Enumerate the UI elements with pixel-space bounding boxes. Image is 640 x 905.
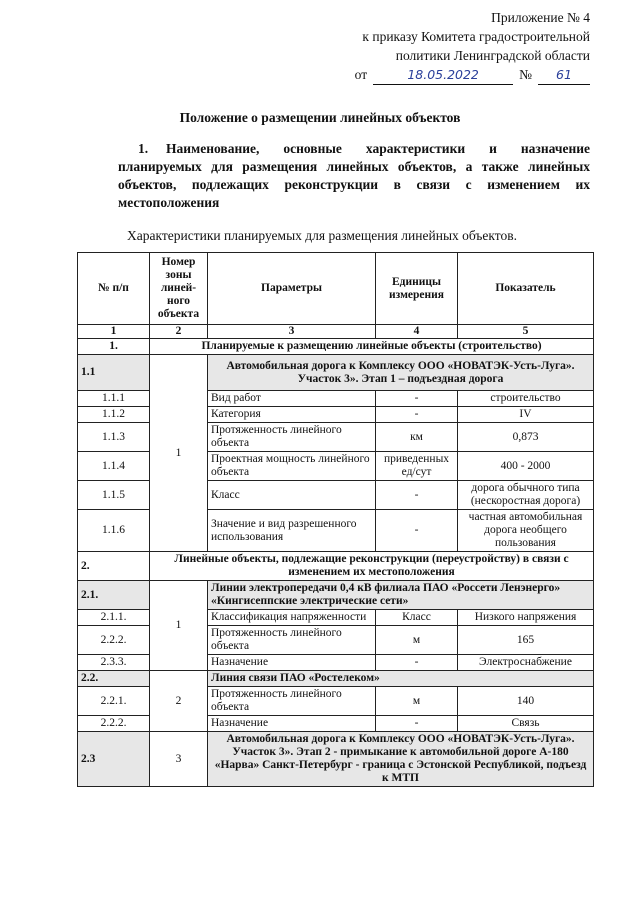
row-unit: Класс [376, 610, 458, 626]
group-row [78, 732, 594, 787]
group-title: Линия связи ПАО «Ростелеком» [208, 671, 594, 687]
group-title: Автомобильная дорога к Комплексу ООО «НОВАТЭК-Усть-Луга». Участок 3». Этап 1 – подъездная дорога [208, 355, 594, 391]
row-num: 2.1.1. [78, 610, 150, 626]
col-number: 3 [208, 325, 376, 339]
section-row [78, 339, 594, 355]
row-param: Категория [208, 407, 376, 423]
row-value: 140 [458, 687, 594, 716]
order-number: 61 [538, 65, 590, 85]
row-unit: км [376, 423, 458, 452]
row-num: 2.2.2. [78, 716, 150, 732]
header-num: № п/п [78, 253, 150, 325]
row-param: Протяженность линейного объекта [208, 687, 376, 716]
row-num: 1.1.3 [78, 423, 150, 452]
zone-cell: 1 [150, 355, 208, 552]
row-param: Вид работ [208, 391, 376, 407]
group-num: 1.1 [78, 355, 150, 391]
row-value: IV [458, 407, 594, 423]
section-text: Наименование, основные характеристики и назначение планируемых для размещения линейных объектов, а также линейных объектов, подлежащих реконструкции в связи с изменением их местоположения [118, 141, 590, 210]
row-param: Назначение [208, 655, 376, 671]
row-unit: - [376, 391, 458, 407]
row-param: Протяженность линейного объекта [208, 423, 376, 452]
row-unit: - [376, 716, 458, 732]
row-num: 1.1.6 [78, 510, 150, 552]
group-title: Автомобильная дорога к Комплексу ООО «НОВАТЭК-Усть-Луга». Участок 3». Этап 2 - примыкание к автомобильной дороге А-180 «Нарва» Санкт-Петербург - граница с Эстонской Республикой, подъезд к МТП [208, 732, 594, 787]
section-title: Планируемые к размещению линейные объекты (строительство) [150, 339, 594, 355]
order-date-number [355, 65, 590, 85]
row-num: 2.2.1. [78, 687, 150, 716]
order-reference: к приказу Комитета градостроительной [362, 29, 590, 44]
section-number: 1. [138, 141, 149, 156]
characteristics-table [77, 252, 594, 787]
section-title: Линейные объекты, подлежащие реконструкции (переустройству) в связи с изменением их местоположения [150, 552, 594, 581]
row-value: строительство [458, 391, 594, 407]
section-num: 2. [78, 552, 150, 581]
group-row [78, 581, 594, 610]
row-param: Классификация напряженности [208, 610, 376, 626]
table-header-row [78, 253, 594, 325]
row-param: Класс [208, 481, 376, 510]
row-value: Электроснабжение [458, 655, 594, 671]
header-zone: Номер зоны линей-ного объекта [150, 253, 208, 325]
header-params: Параметры [208, 253, 376, 325]
row-unit: м [376, 687, 458, 716]
group-num: 2.2. [78, 671, 150, 687]
col-number: 4 [376, 325, 458, 339]
row-value: Связь [458, 716, 594, 732]
order-date: 18.05.2022 [373, 65, 513, 85]
row-value: 400 - 2000 [458, 452, 594, 481]
row-value: 165 [458, 626, 594, 655]
zone-cell: 1 [150, 581, 208, 671]
row-param: Значение и вид разрешенного использования [208, 510, 376, 552]
row-num: 1.1.1 [78, 391, 150, 407]
row-value: частная автомобильная дорога необщего пользования [458, 510, 594, 552]
row-num: 1.1.4 [78, 452, 150, 481]
row-num: 1.1.2 [78, 407, 150, 423]
row-value: Низкого напряжения [458, 610, 594, 626]
col-number: 2 [150, 325, 208, 339]
row-unit: - [376, 510, 458, 552]
row-num: 2.2.2. [78, 626, 150, 655]
document-header [355, 8, 590, 85]
zone-cell: 2 [150, 671, 208, 732]
from-label: от [354, 67, 368, 82]
header-value: Показатель [458, 253, 594, 325]
group-title: Линии электропередачи 0,4 кВ филиала ПАО «Россети Ленэнерго» «Кингисеппские электрические сети» [208, 581, 594, 610]
group-num: 2.1. [78, 581, 150, 610]
col-number: 1 [78, 325, 150, 339]
row-param: Проектная мощность линейного объекта [208, 452, 376, 481]
section-row [78, 552, 594, 581]
row-num: 2.3.3. [78, 655, 150, 671]
group-num: 2.3 [78, 732, 150, 787]
column-number-row [78, 325, 594, 339]
row-param: Протяженность линейного объекта [208, 626, 376, 655]
group-row [78, 355, 594, 391]
header-units: Единицы измерения [376, 253, 458, 325]
row-param: Назначение [208, 716, 376, 732]
committee-name: политики Ленинградской области [395, 48, 590, 63]
row-num: 1.1.5 [78, 481, 150, 510]
zone-cell: 3 [150, 732, 208, 787]
row-value: дорога обычного типа (нескоростная дорога) [458, 481, 594, 510]
row-unit: - [376, 655, 458, 671]
row-unit: м [376, 626, 458, 655]
table-caption: Характеристики планируемых для размещения линейных объектов. [127, 228, 517, 243]
number-label: № [519, 67, 532, 82]
section-num: 1. [78, 339, 150, 355]
appendix-label: Приложение № 4 [491, 10, 590, 25]
section-1-heading [118, 140, 590, 212]
group-row [78, 671, 594, 687]
row-unit: - [376, 481, 458, 510]
row-unit: приведенных ед/сут [376, 452, 458, 481]
row-value: 0,873 [458, 423, 594, 452]
col-number: 5 [458, 325, 594, 339]
document-title: Положение о размещении линейных объектов [179, 110, 461, 125]
row-unit: - [376, 407, 458, 423]
